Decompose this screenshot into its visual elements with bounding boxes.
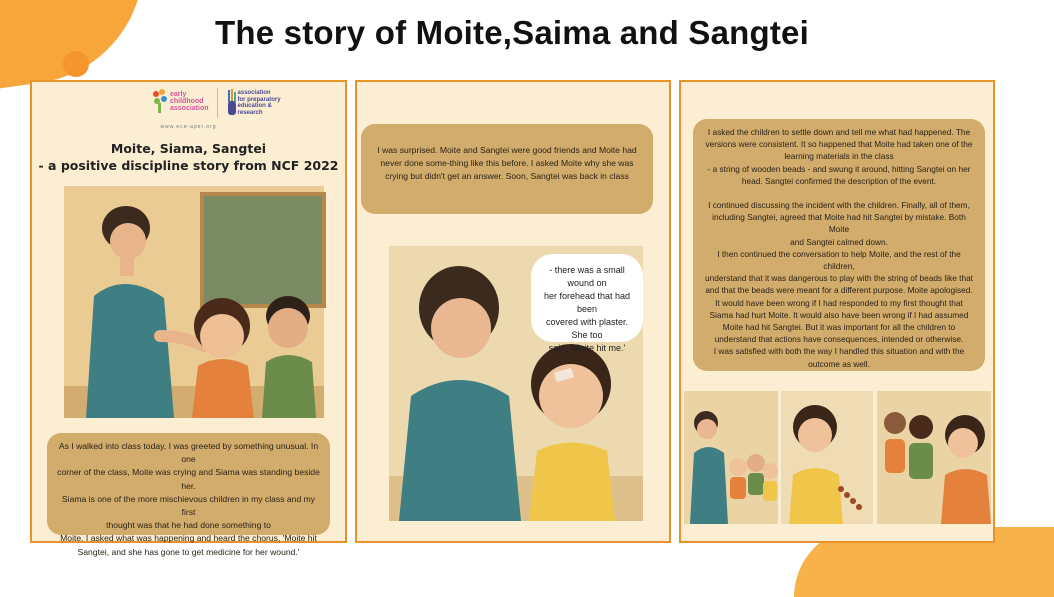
caption-line: learning materials in the class	[784, 151, 894, 162]
hands-icon	[152, 88, 168, 114]
logo-text: for preparatory	[237, 96, 281, 103]
logo-text: early	[170, 90, 187, 98]
caption-line: I was surprised. Moite and Sangtei were good friends and Moite had	[377, 145, 637, 155]
logo-text: education &	[237, 103, 272, 109]
bubble-line: said, 'Moite hit me.'	[548, 343, 626, 353]
caption-line: including Sangtei, agreed that Moite had hit Sangtei by mistake. Both Moite	[712, 212, 966, 235]
logo-text: association	[170, 104, 209, 112]
decorative-dot	[63, 51, 89, 77]
beads-illustration	[781, 391, 873, 524]
caption-line: As I walked into class today, I was greeted by something unusual. In one	[58, 441, 319, 465]
bubble-line: - there was a small wound on	[549, 265, 625, 288]
caption-line: I asked the children to settle down and tell me what had happened. The	[707, 127, 971, 137]
caption-line: - a string of wooden beads - and swung it around, hitting Sangtei on her	[707, 163, 971, 174]
caption-line: I continued discussing the incident with the children. Finally, all of them,	[708, 200, 970, 211]
caption-line: and that the beads were meant for a different purpose. Moite apologised.	[705, 285, 973, 296]
logo-url: www.ece-aper.org	[160, 124, 217, 130]
caption-line: head. Sangtei confirmed the description of the event.	[741, 175, 937, 186]
story-panel-2	[355, 80, 671, 543]
ece-association-logo	[152, 88, 209, 114]
story-caption	[47, 433, 330, 557]
caption-line: crying but didn't get an answer. Soon, Sangtei was back in class	[385, 171, 629, 182]
apology-illustration	[877, 391, 991, 524]
caption-line: thought was that he had done something to	[106, 520, 271, 531]
caption-line: I was satisfied with both the way I handled this situation and with the	[713, 346, 965, 357]
caption-line: Moite had hit Sangtei. But it was important for all the children to	[722, 322, 956, 333]
speech-bubble	[531, 254, 643, 353]
caption-line: never done some-thing like this before. I asked Moite why she was	[380, 158, 634, 169]
circle-time-illustration	[684, 391, 778, 524]
bubble-line: her forehead that had been	[543, 291, 631, 314]
illustration-strip	[684, 391, 991, 524]
logo-text: childhood	[170, 97, 204, 105]
bubble-line: covered with plaster. She too	[545, 317, 629, 340]
caption-line: I then continued the conversation to help Moite, and the rest of the children,	[717, 248, 961, 272]
wound-illustration	[389, 246, 643, 521]
story-caption	[693, 119, 985, 371]
story-subheading-line: - a positive discipline story from NCF 2022	[38, 158, 339, 173]
logo	[152, 88, 281, 118]
story-heading-line: Moite, Siama, Sangtei	[110, 141, 267, 156]
caption-line: and Sangtei calmed down.	[790, 236, 888, 247]
caption-line: corner of the class, Moite was crying and Siama was standing beside her.	[57, 467, 320, 491]
caption-line: Siama had hurt Moite. It would also have been wrong if I had assumed	[709, 309, 969, 320]
caption-line	[701, 187, 977, 199]
caption-line: versions were consistent. It so happened that Moite had taken one of the	[705, 139, 973, 150]
caption-line: It would have been wrong if I had responded to my first thought that	[715, 297, 963, 308]
caption-line: understand that actions have consequences, intended or otherwise.	[714, 334, 964, 345]
caption-line: outcome as well.	[808, 358, 870, 369]
caption-line: Sangtei, and she has gone to get medicine for her wound.'	[77, 546, 300, 557]
hand-icon	[226, 88, 236, 118]
page-title: The story of Moite,Saima and Sangtei	[215, 14, 809, 51]
logo-text: association	[237, 90, 271, 96]
story-panel-3	[679, 80, 995, 543]
logo-text: research	[237, 109, 263, 116]
story-caption	[361, 124, 653, 214]
caption-line: Moite. I asked what was happening and heard the chorus, 'Moite hit	[60, 533, 317, 544]
caption-line: understand that it was dangerous to play with the string of beads like that	[705, 273, 973, 284]
story-panel-1	[30, 80, 347, 557]
classroom-illustration	[64, 186, 324, 418]
caption-line: Siama is one of the more mischievous children in my class and my first	[61, 493, 316, 518]
story-heading	[32, 140, 345, 174]
aper-logo	[226, 88, 281, 118]
